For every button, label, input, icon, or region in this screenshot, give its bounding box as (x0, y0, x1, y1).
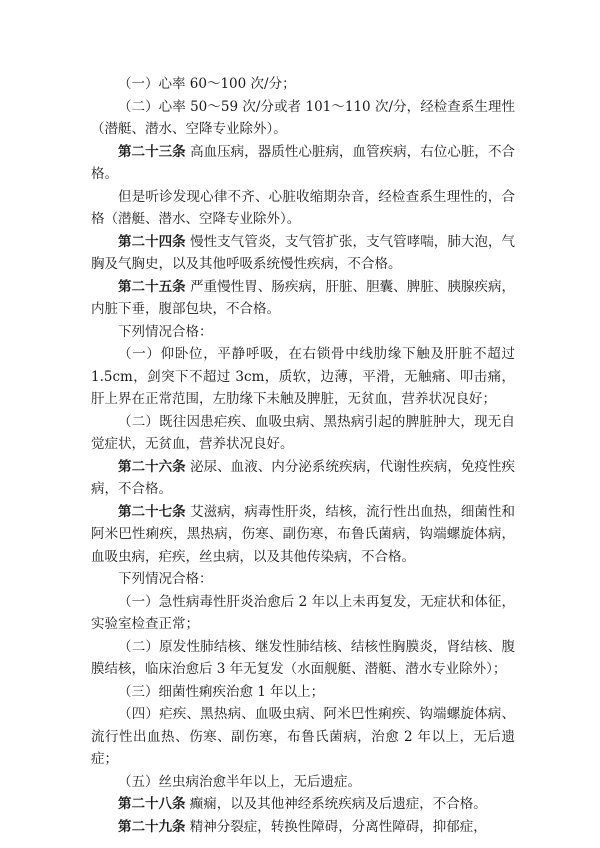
paragraph-text: （二）心率 50～59 次/分或者 101～110 次/分，经检查系生理性（潜艇、潜水、空降专业除外）。 (91, 98, 515, 137)
paragraph-text: 但是听诊发现心律不齐、心脏收缩期杂音，经检查系生理性的，合格（潜艇、潜水、空降专业除外）。 (91, 188, 515, 227)
paragraph-text: （四）疟疾、黑热病、血吸虫病、阿米巴性痢疾、钩端螺旋体病、流行性出血热、伤寒、副伤寒，布鲁氏菌病，治愈 2 年以上，无后遗症； (91, 706, 515, 767)
paragraph-text: （二）原发性肺结核、继发性肺结核、结核性胸膜炎，肾结核、腹膜结核，临床治愈后 3 年无复发（水面舰艇、潜艇、潜水专业除外）； (91, 638, 515, 677)
paragraph-heart-rate-normal (91, 73, 515, 96)
article-29 (91, 816, 515, 839)
article-23 (91, 141, 515, 186)
paragraph-heart-rate-physiological (91, 96, 515, 141)
paragraph-qualified-heading-2 (91, 568, 515, 591)
paragraph-text: （二）既往因患疟疾、血吸虫病、黑热病引起的脾脏肿大，现无自觉症状，无贫血，营养状况良好。 (91, 413, 515, 452)
paragraph-text: 泌尿、血液、内分泌系统疾病，代谢性疾病，免疫性疾病，不合格。 (91, 458, 516, 497)
article-number: 第二十九条 (118, 818, 186, 835)
article-28 (91, 793, 515, 816)
paragraph-text: （五）丝虫病治愈半年以上，无后遗症。 (118, 773, 361, 790)
paragraph-hepatitis (91, 591, 515, 636)
article-number: 第二十四条 (118, 233, 186, 250)
paragraph-text: 艾滋病，病毒性肝炎，结核，流行性出血热，细菌性和阿米巴性痢疾，黑热病，伤寒、副伤寒，布鲁氏菌病，钩端螺旋体病，血吸虫病，疟疾，丝虫病，以及其他传染病，不合格。 (91, 503, 516, 565)
paragraph-text: （一）急性病毒性肝炎治愈后 2 年以上未再复发，无症状和体征，实验室检查正常； (91, 593, 515, 632)
paragraph-text: 严重慢性胃、肠疾病，肝脏、胆囊、脾脏、胰腺疾病，内脏下垂，腹部包块，不合格。 (91, 278, 516, 317)
paragraph-text: 精神分裂症，转换性障碍，分离性障碍，抑郁症， (189, 818, 487, 835)
paragraph-text: 下列情况合格： (118, 571, 213, 587)
article-number: 第二十七条 (118, 503, 186, 520)
paragraph-infectious-diseases (91, 703, 515, 771)
article-24 (91, 231, 515, 276)
paragraph-text: （一）心率 60～100 次/分； (118, 76, 296, 92)
paragraph-qualified-heading (91, 321, 515, 344)
paragraph-text: 高血压病，器质性心脏病，血管疾病，右位心脏，不合格。 (91, 143, 516, 182)
paragraph-text: 下列情况合格： (118, 323, 213, 340)
article-26 (91, 456, 515, 501)
article-27 (91, 501, 515, 569)
article-number: 第二十八条 (118, 796, 186, 812)
paragraph-text: （三）细菌性痢疾治愈 1 年以上； (118, 683, 325, 700)
paragraph-text: （一）仰卧位，平静呼吸，在右锁骨中线肋缘下触及肝脏不超过 1.5cm，剑突下不超过 3cm，质软，边薄，平滑，无触痛、叩击痛，肝上界在正常范围，左肋缘下未触及脾脏，无贫血，营养状况良好； (91, 346, 515, 407)
paragraph-splenomegaly (91, 411, 515, 456)
paragraph-text: 慢性支气管炎，支气管扩张，支气管哮喘，肺大泡，气胸及气胸史，以及其他呼吸系统慢性疾病，不合格。 (91, 233, 516, 272)
paragraph-tuberculosis (91, 636, 515, 681)
article-number: 第二十六条 (118, 458, 186, 475)
document-body (91, 73, 515, 838)
article-25 (91, 276, 515, 321)
paragraph-text: 癫痫，以及其他神经系统疾病及后遗症，不合格。 (189, 796, 487, 812)
paragraph-liver-spleen (91, 343, 515, 411)
article-number: 第二十五条 (118, 278, 186, 295)
paragraph-dysentery (91, 681, 515, 704)
article-number: 第二十三条 (118, 143, 186, 160)
paragraph-heart-murmur (91, 186, 515, 231)
paragraph-filariasis (91, 771, 515, 794)
